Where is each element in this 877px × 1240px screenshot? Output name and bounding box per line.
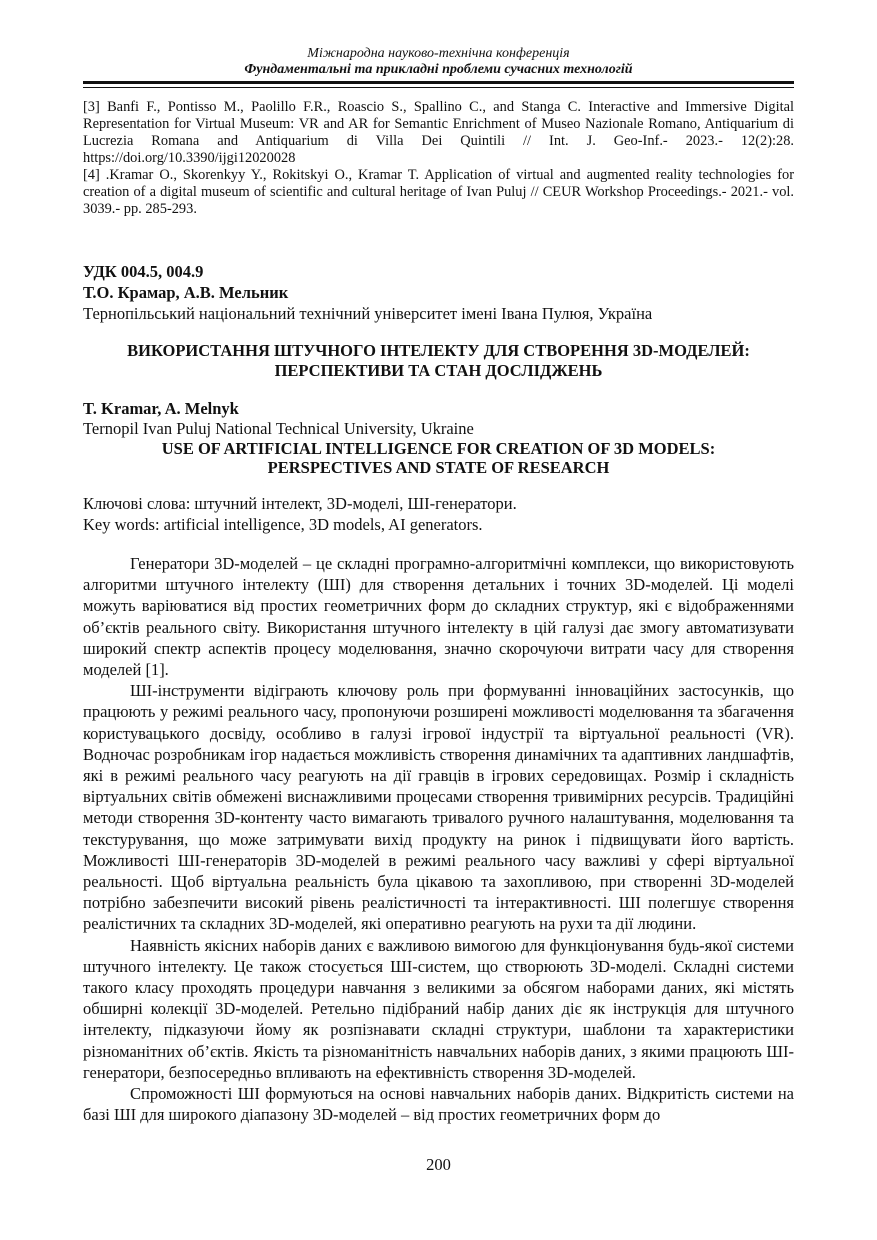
reference-item: [4] .Kramar O., Skorenkyy Y., Rokitskyi O., Kramar T. Application of virtual and augmented reality technologies for creation of a digital museum of scientific and cultural heritage of Ivan Puluj // CEUR Workshop Proceedings.- 2021.- vol. 3039.- pp. 285-293. bbox=[83, 167, 794, 217]
udk-code: УДК 004.5, 004.9 bbox=[83, 262, 204, 281]
header-rule-thick bbox=[83, 81, 794, 84]
affiliation-ua: Тернопільський національний технічний університет імені Івана Пулюя, Україна bbox=[83, 304, 653, 323]
title-ua-line: ПЕРСПЕКТИВИ ТА СТАН ДОСЛІДЖЕНЬ bbox=[274, 361, 603, 380]
title-ua-line: ВИКОРИСТАННЯ ШТУЧНОГО ІНТЕЛЕКТУ ДЛЯ СТВОРЕННЯ 3D-МОДЕЛЕЙ: bbox=[127, 341, 750, 360]
article-title-ua bbox=[83, 341, 794, 381]
authors-en: T. Kramar, A. Melnyk bbox=[83, 399, 239, 418]
keywords-ua: Ключові слова: штучний інтелект, 3D-моделі, ШІ-генератори. bbox=[83, 494, 517, 513]
running-header bbox=[83, 46, 794, 78]
title-en-line: USE OF ARTIFICIAL INTELLIGENCE FOR CREATION OF 3D MODELS: bbox=[161, 439, 716, 458]
article-body bbox=[83, 553, 794, 1125]
body-paragraph: Спроможності ШІ формуються на основі навчальних наборів даних. Відкритість системи на базі ШІ для широкого діапазону 3D-моделей – від простих геометричних форм до bbox=[83, 1084, 794, 1125]
body-paragraph: ШІ-інструменти відіграють ключову роль при формуванні інноваційних застосунків, що працюють у режимі реального часу, пропонуючи розширені можливості моделювання та збагачення користувацького досвіду, особливо в галузі ігрової індустрії та віртуальної реальності (VR). Водночас розробникам ігор надається можливість створення динамічних та адаптивних ландшафтів, які в режимі реального часу реагують на дії гравців в ігрових середовищах. Розмір і складність віртуальних світів обмежені виснажливими процесами створення тривимірних ресурсів. Традиційні методи створення 3D-контенту часто вимагають тривалого ручного налаштування, моделювання та текстурування, що може затримувати вихід продукту на ринок і підвищувати його вартість. Можливості ШІ-генераторів 3D-моделей в режимі реального часу важливі у сфері віртуальної реальності. Щоб віртуальна реальність була цікавою та захопливою, при створенні 3D-моделей потрібно забезпечити високий рівень реалістичності та інтерактивності. ШІ полегшує створення реалістичних та складних 3D-моделей, які оперативно реагують на рухи та дії людини. bbox=[83, 681, 794, 934]
reference-list bbox=[83, 99, 794, 218]
keywords-en: Key words: artificial intelligence, 3D models, AI generators. bbox=[83, 515, 483, 534]
page-number: 200 bbox=[426, 1155, 451, 1174]
authors-ua: Т.О. Крамар, А.В. Мельник bbox=[83, 283, 289, 302]
title-en-line: PERSPECTIVES AND STATE OF RESEARCH bbox=[267, 458, 610, 477]
article-title-en bbox=[83, 439, 794, 477]
affiliation-en: Ternopil Ivan Puluj National Technical University, Ukraine bbox=[83, 419, 474, 438]
header-rule-thin bbox=[83, 87, 794, 88]
reference-item: [3] Banfi F., Pontisso M., Paolillo F.R., Roascio S., Spallino C., and Stanga C. Interactive and Immersive Digital Representation for Virtual Museum: VR and AR for Semantic Enrichment of Museo Nazionale Romano, Antiquarium di Lucrezia Romana and Antiquarium di Villa Dei Quintili // Int. J. Geo-Inf.- 2023.- 12(2):28. https://doi.org/10.3390/ijgi12020028 bbox=[83, 99, 794, 166]
conference-name: Міжнародна науково-технічна конференція bbox=[307, 46, 570, 61]
body-paragraph: Наявність якісних наборів даних є важливою вимогою для функціонування будь-якої системи штучного інтелекту. Це також стосується ШІ-систем, що створюють 3D-моделі. Складні системи такого класу проходять процедури навчання з великими за обсягом наборами даних, які містять обширні колекції 3D-моделей. Ретельно підібраний набір даних діє як інструкція для штучного інтелекту, підказуючи йому як розпізнавати складні структури, шаблони та характеристики різноманітних об’єктів. Якість та різноманітність навчальних наборів даних, з якими працюють ШІ-генератори, безпосередньо впливають на ефективність створення 3D-моделей. bbox=[83, 935, 794, 1082]
conference-title: Фундаментальні та прикладні проблеми сучасних технологій bbox=[244, 62, 633, 77]
body-paragraph: Генератори 3D-моделей – це складні програмно-алгоритмічні комплекси, що використовують алгоритми штучного інтелекту (ШІ) для створення детальних і точних 3D-моделей. Ці моделі можуть варіюватися від простих геометричних форм до складних структур, які є відображеннями об’єктів реального світу. Використання штучного інтелекту в цій галузі дає змогу автоматизувати широкий спектр аспектів процесу моделювання, значно скорочуючи витрати часу для створення моделей [1]. bbox=[83, 554, 794, 680]
